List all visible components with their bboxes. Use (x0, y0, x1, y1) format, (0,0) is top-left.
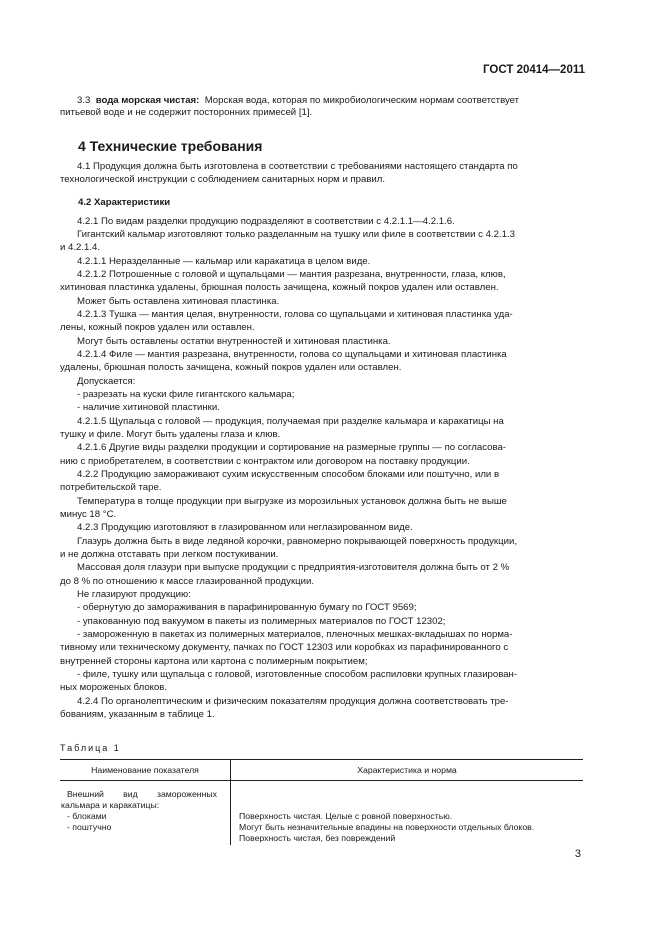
characteristic-line: Могут быть незначительные впадины на поверхности отдельных блоков. (239, 822, 535, 832)
paragraph-4-1-line1: 4.1 Продукция должна быть изготовлена в соответствии с требованиями настоящего стандарта по (77, 161, 518, 172)
body-line: Не глазируют продукцию: (77, 589, 191, 600)
table-header-row (60, 760, 583, 781)
column-header-indicator: Наименование показателя (60, 760, 231, 781)
body-line: Допускается: (77, 376, 136, 387)
characteristic-line: Поверхность чистая. Целые с ровной поверхностью. (239, 811, 453, 821)
body-line: потребительской таре. (60, 482, 162, 493)
body-line: Массовая доля глазури при выпуске продукции с предприятия-изготовителя должна быть от 2 % (77, 562, 510, 573)
body-line: Глазурь должна быть в виде ледяной корочки, равномерно покрывающей поверхность продукции, (77, 536, 518, 547)
indicator-line: Внешний вид замороженных (67, 789, 217, 799)
term-3-3-number: 3.3 (77, 95, 91, 106)
characteristic-line: Поверхность чистая, без повреждений (239, 833, 396, 843)
table-caption: Таблица 1 (60, 743, 121, 753)
term-3-3-definition: Морская вода, которая по микробиологическим нормам соответствует (204, 95, 520, 106)
characteristic-cell (231, 781, 584, 846)
body-line: Гигантский кальмар изготовляют только разделанным на тушку или филе в соответствии с 4.2.1.3 (77, 229, 515, 240)
body-line: 4.2.1.2 Потрошенные с головой и щупальцами — мантия разрезана, внутренности, глаза, клюв, (77, 269, 506, 280)
body-line: и 4.2.1.4. (60, 242, 101, 253)
specification-table (60, 759, 583, 845)
body-line: 4.2.1.6 Другие виды разделки продукции и сортирование на размерные группы — по согласова- (77, 442, 506, 453)
body-line: ных мороженых блоков. (60, 682, 168, 693)
body-line: 4.2.1.3 Тушка — мантия целая, внутренности, голова со щупальцами и хитиновая пластинка уда- (77, 309, 513, 320)
body-line: - наличие хитиновой пластинки. (77, 402, 220, 413)
body-line: тивному или техническому документу, пачках по ГОСТ 12303 или коробках из парафинированного с (60, 642, 509, 653)
body-line: и не должна отставать при легком постукивании. (60, 549, 279, 560)
indicator-line: - поштучно (67, 822, 112, 832)
body-line: 4.2.4 По органолептическим и физическим показателям продукция должна соответствовать тре- (77, 696, 509, 707)
body-line: хитиновая пластинка удалены, брюшная полость зачищена, кожный покров удален или оставлен. (60, 282, 499, 293)
indicator-line: кальмара и каракатицы: (61, 800, 160, 810)
body-line: нию с приобретателем, в соответствии с контрактом или договором на поставку продукции. (60, 456, 470, 467)
body-line: 4.2.1.4 Филе — мантия разрезана, внутренности, голова со щупальцами и хитиновая пластинка (77, 349, 507, 360)
paragraph-4-1-line2: технологической инструкции с соблюдением санитарных норм и правил. (60, 174, 386, 185)
subsection-title: 4.2 Характеристики (78, 197, 171, 208)
term-3-3-line1 (77, 95, 519, 107)
indicator-line: - блоками (67, 811, 107, 821)
body-line: тушку и филе. Могут быть удалены глаза и клюв. (60, 429, 281, 440)
column-header-characteristic: Характеристика и норма (231, 760, 584, 781)
body-line: Могут быть оставлены остатки внутренностей и хитиновая пластинка. (77, 336, 391, 347)
body-line: лены, кожный покров удален или оставлен. (60, 322, 255, 333)
body-line: минус 18 °С. (60, 509, 117, 520)
body-line: 4.2.1.5 Щупальца с головой — продукция, получаемая при разделке кальмара и каракатицы на (77, 416, 504, 427)
page-number: 3 (574, 848, 581, 860)
body-line: - филе, тушку или щупальца с головой, изготовленные способом распиловки крупных глазирован- (77, 669, 518, 680)
body-line: - упакованную под вакуумом в пакеты из полимерных материалов по ГОСТ 12302; (77, 616, 446, 627)
body-line: - замороженную в пакетах из полимерных материалов, пленочных мешках-вкладышах по норма- (77, 629, 513, 640)
body-line: внутренней стороны картона или картона с полимерным покрытием; (60, 656, 368, 667)
indicator-cell (60, 781, 231, 846)
body-line: - разрезать на куски филе гигантского кальмара; (77, 389, 295, 400)
body-line: 4.2.3 Продукцию изготовляют в глазированном или неглазированном виде. (77, 522, 413, 533)
body-line: бованиям, указанным в таблице 1. (60, 709, 215, 720)
body-line: Температура в толще продукции при выгрузке из морозильных установок должна быть не выше (77, 496, 507, 507)
term-3-3-term: вода морская чистая: (95, 95, 200, 106)
body-line: - обернутую до замораживания в парафинированную бумагу по ГОСТ 9569; (77, 602, 417, 613)
body-line: Может быть оставлена хитиновая пластинка. (77, 296, 280, 307)
body-line: 4.2.1.1 Неразделанные — кальмар или каракатица в целом виде. (77, 256, 371, 267)
body-line: 4.2.1 По видам разделки продукцию подразделяют в соответствии с 4.2.1.1—4.2.1.6. (77, 216, 455, 227)
term-3-3-line2: питьевой воде и не содержит посторонних примесей [1]. (60, 107, 313, 118)
table-row (60, 781, 583, 846)
body-line: удалены, брюшная полость зачищена, кожный покров удален или оставлен. (60, 362, 402, 373)
body-line: до 8 % по отношению к массе глазированной продукции. (60, 576, 315, 587)
document-code: ГОСТ 20414—2011 (483, 64, 585, 76)
body-line: 4.2.2 Продукцию замораживают сухим искусственным способом блоками или поштучно, или в (77, 469, 500, 480)
section-title: 4 Технические требования (78, 138, 263, 154)
